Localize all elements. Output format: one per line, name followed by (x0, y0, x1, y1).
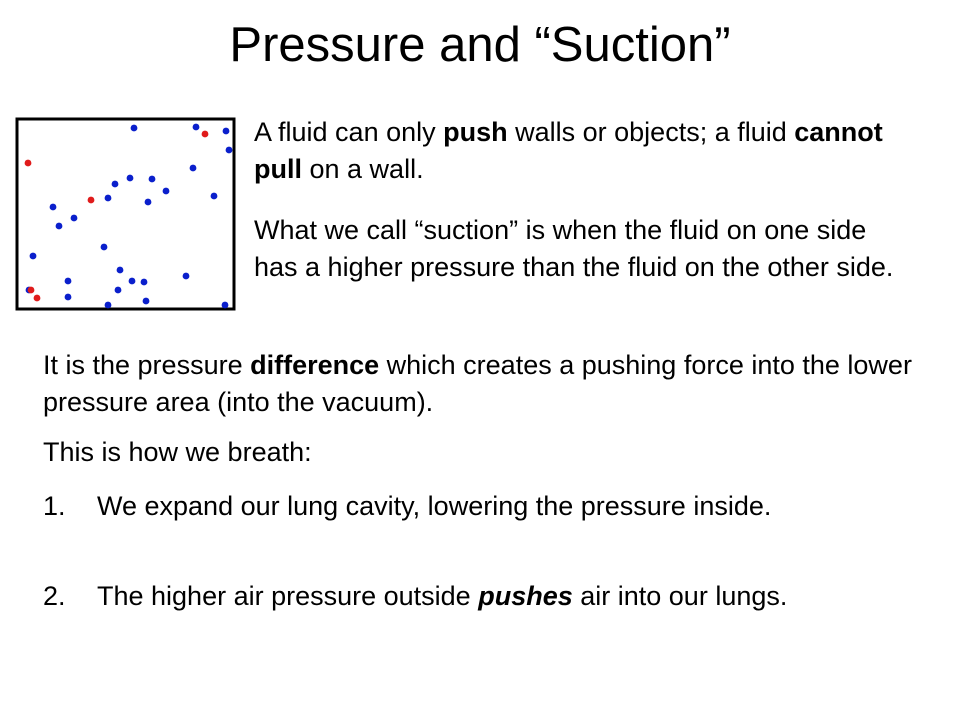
blue-particle (105, 302, 112, 309)
blue-particle (211, 193, 218, 200)
blue-particle (226, 147, 233, 154)
particles (25, 124, 233, 309)
list-item (43, 578, 923, 615)
blue-particle (105, 195, 112, 202)
blue-particle (112, 181, 119, 188)
blue-particle (117, 267, 124, 274)
red-particle (28, 287, 35, 294)
blue-particle (65, 278, 72, 285)
blue-particle (71, 215, 78, 222)
red-particle (25, 160, 32, 167)
blue-particle (149, 176, 156, 183)
push-statement-text: walls or objects; a fluid (507, 117, 795, 147)
blue-particle (127, 175, 134, 182)
difference-emphasis: difference (250, 350, 380, 380)
blue-particle (145, 199, 152, 206)
red-particle (202, 131, 209, 138)
blue-particle (131, 125, 138, 132)
blue-particle (193, 124, 200, 131)
blue-particle (101, 244, 108, 251)
breathing-intro: This is how we breath: (43, 437, 312, 467)
blue-particle (163, 188, 170, 195)
pushes-emphasis: pushes (478, 581, 573, 611)
push-emphasis: push (443, 117, 508, 147)
blue-particle (56, 223, 63, 230)
list-text-part: air into our lungs. (572, 581, 788, 611)
blue-particle (50, 204, 57, 211)
blue-particle (223, 128, 230, 135)
list-number: 2. (43, 581, 66, 611)
push-statement-text: A fluid can only (254, 117, 444, 147)
cannot-pull-emphasis: cannot pull (254, 117, 883, 184)
pressure-difference-statement (43, 347, 923, 421)
difference-text: It is the pressure (43, 350, 251, 380)
list-text (97, 578, 923, 615)
blue-particle (143, 298, 150, 305)
blue-particle (222, 302, 229, 309)
container-wall (17, 119, 234, 309)
difference-text: which creates a pushing force into the lower pressure area (into the vacuum). (43, 350, 912, 417)
blue-particle (190, 165, 197, 172)
blue-particle (141, 279, 148, 286)
list-number: 1. (43, 491, 66, 521)
list-text: We expand our lung cavity, lowering the pressure inside. (97, 491, 772, 521)
list-text-part: The higher air pressure outside (97, 581, 479, 611)
red-particle (88, 197, 95, 204)
blue-particle (115, 287, 122, 294)
blue-particle (183, 273, 190, 280)
slide-title: Pressure and “Suction” (229, 18, 731, 72)
red-particle (34, 295, 41, 302)
list-item (43, 488, 923, 525)
push-statement-text: on a wall. (302, 154, 424, 184)
blue-particle (129, 278, 136, 285)
suction-definition: What we call “suction” is when the fluid on one side has a higher pressure than the fluid on the other side. (254, 215, 894, 282)
blue-particle (65, 294, 72, 301)
blue-particle (30, 253, 37, 260)
push-statement (254, 114, 934, 188)
